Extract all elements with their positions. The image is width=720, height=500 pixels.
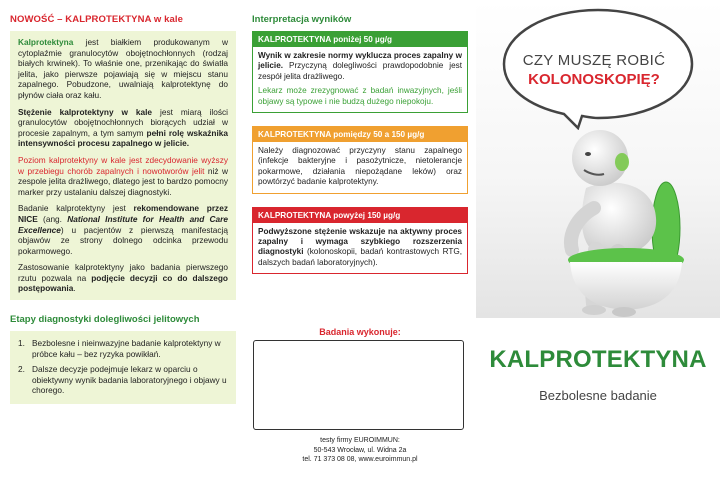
info-card — [10, 31, 236, 300]
interpretation-title: Interpretacja wyników — [252, 14, 352, 25]
footer-line-2: 50-543 Wrocław, ul. Widna 2a — [313, 446, 407, 454]
p4-c: ) u pacjentów z pierwszą manifestacją objawów ze strony dolnego odcinka przewodu pokarmowego. — [18, 224, 228, 256]
paragraph-4 — [18, 203, 228, 256]
low-bold: Wynik w zakresie normy wyklucza proces zapalny w jelicie. — [258, 51, 462, 71]
paragraph-2 — [18, 107, 228, 149]
list-number: 2. — [18, 364, 25, 375]
list-item — [18, 364, 228, 396]
p4-bold: rekomendowane przez NICE — [18, 203, 228, 224]
footer-line-1: testy firmy EUROIMMUN: — [320, 437, 400, 444]
p4-bold-italic: National Institute for Health and Care Excellence — [18, 213, 228, 235]
list-text: Bezbolesne i nieinwazyjne badanie kalprotektyny w próbce kału – bez ryzyka powikłań. — [32, 338, 221, 359]
result-box-high — [252, 207, 468, 275]
p5-a: Zastosowanie kalprotektyny jako badania pierwszego rzutu pozwala na — [18, 262, 228, 283]
section-title-etapy: Etapy diagnostyki dolegliwości jelitowych — [10, 314, 200, 326]
title-prefix: NOWOŚĆ — [10, 14, 55, 25]
bubble-question-line-2: KOLONOSKOPIĘ? — [528, 71, 660, 88]
footer-line-3: tel. 71 373 08 08, www.euroimmun.pl — [302, 456, 418, 463]
title-rest: – KALPROTEKTYNA w kale — [54, 14, 184, 25]
p2-bold-1: Stężenie kalprotektyny w kale — [18, 106, 153, 117]
paragraph-5 — [18, 262, 228, 294]
p4-b: (ang. — [37, 213, 68, 224]
low-note: Lekarz może zrezygnować z badań inwazyjnych, jeśli objawy są typowe i nie budzą dużego niepokoju. — [258, 86, 462, 106]
result-box-mid — [252, 126, 468, 194]
paragraph-1 — [18, 37, 228, 101]
p2-bold-2: pełni rolę wskaźnika intensywności procesu zapalnego w jelicie. — [18, 127, 229, 149]
low-text: Przyczyną dolegliwości prawdopodobnie jest zespół jelita drażliwego. — [258, 61, 462, 81]
list-text: Dalsze decyzje podejmuje lekarz w oparciu o obiektywny wynik badania laboratoryjnego i objawy u chorego. — [32, 364, 227, 396]
section-title-nowosc — [10, 14, 236, 25]
p3-text: niż w zespole jelita drażliwego, dlatego jest to bardzo pomocny marker przy ustalaniu dalszej diagnostyki. — [18, 165, 228, 197]
result-box-mid-body: Należy diagnozować przyczyny stanu zapalnego (infekcje bakteryjne i pasożytnicze, nietolerancje pokarmowe, działania niepożądane leków) oraz powtórzyć badanie kalprotektyny. — [258, 146, 462, 187]
result-box-mid-header: KALPROTEKTYNA pomiędzy 50 a 150 µg/g — [253, 127, 467, 142]
high-text: (kolonoskopii, badań kontrastowych RTG, dalszych badań laboratoryjnych). — [258, 247, 462, 267]
brand-tagline: Bezbolesne badanie — [539, 388, 657, 403]
person-on-toilet-icon — [476, 118, 720, 318]
result-box-high-body — [253, 223, 467, 274]
footer-contact — [252, 436, 468, 465]
etapy-card — [10, 331, 236, 404]
p3-red: Poziom kalprotektyny w kale jest zdecydowanie wyższy w przebiegu chorób zapalnych i nowotworów jelit — [18, 154, 228, 176]
p5-bold: podjęcie decyzji co do dalszego postępowania — [18, 272, 228, 294]
lab-stamp-box — [253, 340, 464, 430]
info-column — [10, 14, 236, 404]
etapy-list — [18, 338, 228, 396]
high-bold: Podwyższone stężenie wskazuje na aktywny proces zapalny i wymaga szybkiego rozszerzenia diagnostyki — [258, 226, 462, 257]
result-box-low — [252, 31, 468, 113]
term-kalprotektyna: Kalprotektyna — [18, 37, 74, 47]
badania-title: Badania wykonuje: — [319, 327, 401, 337]
p2-text: jest miarą ilości granulocytów obojętnochłonnych biorących udział w procesie zapalnym, a tym samym — [18, 106, 228, 138]
paragraph-3 — [18, 155, 228, 197]
result-box-low-header: KALPROTEKTYNA poniżej 50 µg/g — [253, 32, 467, 47]
p5-c: . — [73, 283, 76, 294]
result-box-low-body — [253, 47, 467, 112]
p1-text: jest białkiem produkowanym w cytoplaźmie granulocytów obojętnochłonnych (rodzaj białych krwinek). To właśnie one, przenikając do światła jelita, jako pierwsze pojawiają się w miejscu stanu zapalnego. Pobudzone, uwalniają kalprotektynę do płynów ciała oraz kału. — [18, 37, 228, 100]
p4-a: Badanie kalprotektyny jest — [18, 203, 134, 214]
list-item — [18, 338, 228, 359]
brand-title: KALPROTEKTYNA — [489, 346, 707, 373]
result-box-high-header: KALPROTEKTYNA powyżej 150 µg/g — [253, 208, 467, 223]
interpretation-column — [252, 14, 468, 287]
list-number: 1. — [18, 338, 25, 349]
bubble-question-line-1: CZY MUSZĘ ROBIĆ — [522, 52, 666, 69]
